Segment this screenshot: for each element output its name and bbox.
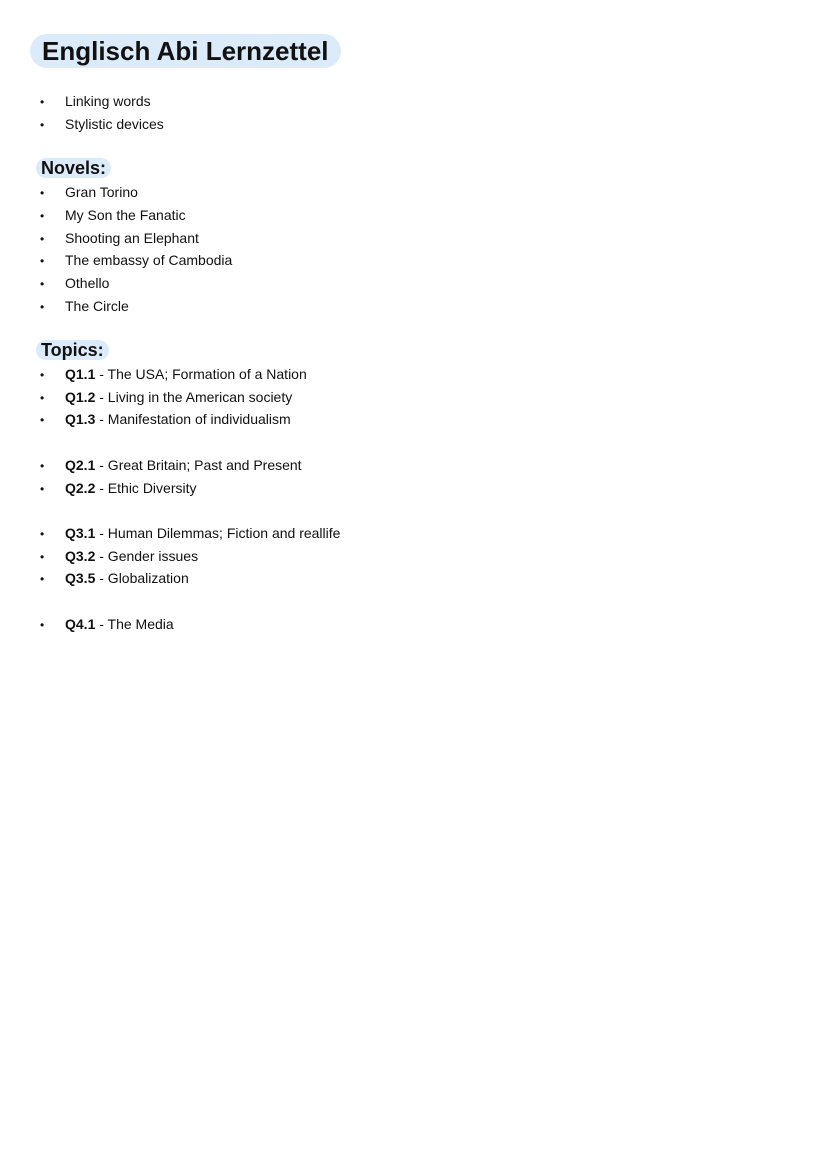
- bullet-icon: •: [40, 550, 45, 564]
- bullet-icon: •: [40, 95, 45, 109]
- bullet-icon: •: [40, 277, 45, 291]
- topic-code: Q1.3: [65, 411, 96, 427]
- topic-text: - The Media: [95, 616, 174, 632]
- topic-code: Q2.2: [65, 480, 96, 496]
- topic-item: [40, 479, 196, 498]
- bullet-icon: •: [40, 413, 45, 427]
- list-item: [40, 297, 129, 316]
- item-text: Linking words: [65, 93, 151, 109]
- bullet-icon: •: [40, 368, 45, 382]
- bullet-icon: •: [40, 118, 45, 132]
- item-text: My Son the Fanatic: [65, 207, 186, 223]
- topics-heading: Topics:: [36, 340, 109, 360]
- topic-code: Q4.1: [65, 616, 96, 632]
- bullet-icon: •: [40, 618, 45, 632]
- topic-code: Q1.1: [65, 366, 96, 382]
- topic-text: - The USA; Formation of a Nation: [95, 366, 307, 382]
- topic-text: - Human Dilemmas; Fiction and reallife: [95, 525, 341, 541]
- novels-heading: Novels:: [36, 158, 111, 178]
- topic-code: Q3.2: [65, 548, 96, 564]
- topic-item: [40, 547, 198, 566]
- bullet-icon: •: [40, 482, 45, 496]
- topic-code: Q1.2: [65, 389, 96, 405]
- topic-item: [40, 615, 174, 634]
- bullet-icon: •: [40, 232, 45, 246]
- item-text: The embassy of Cambodia: [65, 252, 233, 268]
- topic-text: - Great Britain; Past and Present: [95, 457, 302, 473]
- topic-text: - Gender issues: [95, 548, 199, 564]
- item-text: Othello: [65, 275, 110, 291]
- topic-text: - Globalization: [95, 570, 189, 586]
- item-text: Shooting an Elephant: [65, 230, 199, 246]
- list-item: [40, 183, 138, 202]
- topic-item: [40, 410, 291, 429]
- list-item: [40, 274, 109, 293]
- list-item: [40, 251, 232, 270]
- page-title: Englisch Abi Lernzettel: [30, 34, 341, 68]
- bullet-icon: •: [40, 527, 45, 541]
- bullet-icon: •: [40, 300, 45, 314]
- bullet-icon: •: [40, 572, 45, 586]
- list-item: [40, 115, 164, 134]
- item-text: Stylistic devices: [65, 116, 164, 132]
- topic-code: Q3.1: [65, 525, 96, 541]
- list-item: [40, 229, 199, 248]
- topic-item: [40, 365, 307, 384]
- bullet-icon: •: [40, 391, 45, 405]
- topic-text: - Ethic Diversity: [95, 480, 197, 496]
- topic-code: Q2.1: [65, 457, 96, 473]
- topic-code: Q3.5: [65, 570, 96, 586]
- topic-item: [40, 456, 302, 475]
- item-text: The Circle: [65, 298, 129, 314]
- topic-item: [40, 569, 189, 588]
- list-item: [40, 206, 186, 225]
- bullet-icon: •: [40, 186, 45, 200]
- list-item: [40, 92, 151, 111]
- topic-item: [40, 388, 292, 407]
- item-text: Gran Torino: [65, 184, 138, 200]
- bullet-icon: •: [40, 459, 45, 473]
- topic-text: - Living in the American society: [95, 389, 293, 405]
- topic-text: - Manifestation of individualism: [95, 411, 291, 427]
- bullet-icon: •: [40, 254, 45, 268]
- topic-item: [40, 524, 340, 543]
- bullet-icon: •: [40, 209, 45, 223]
